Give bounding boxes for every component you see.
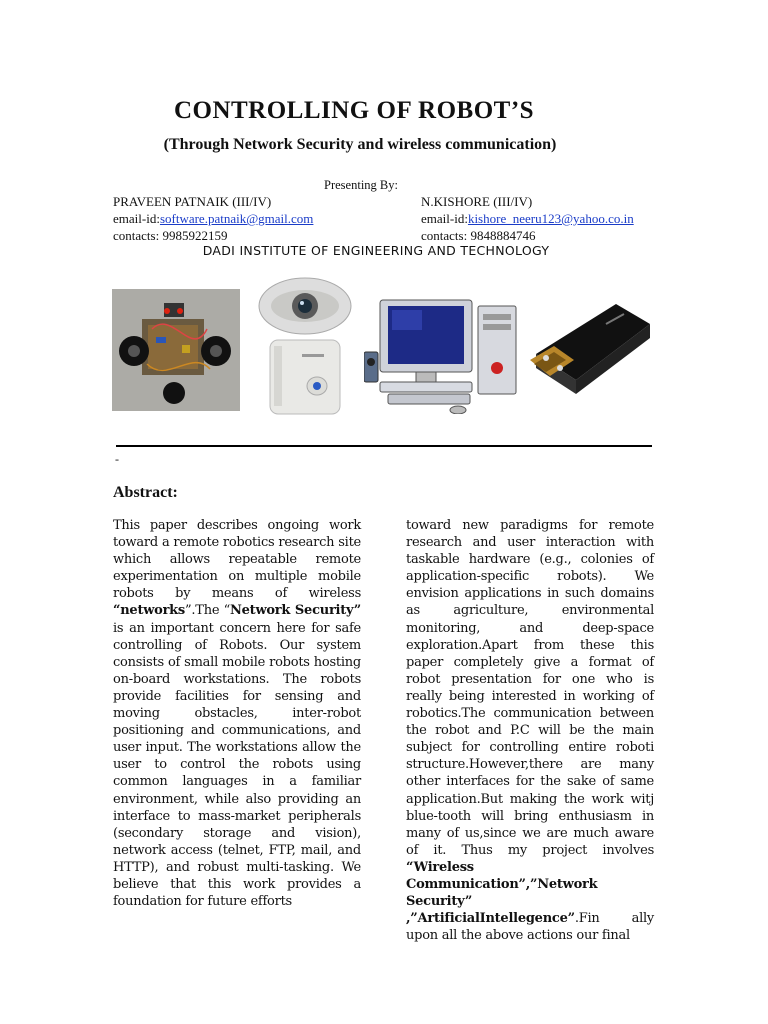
paper-title: CONTROLLING OF ROBOT’S bbox=[173, 97, 535, 124]
paper-subtitle: (Through Network Security and wireless communication) bbox=[163, 136, 557, 153]
author-name: N.KISHORE (III/IV) bbox=[421, 194, 533, 209]
abstract-text: ”.The “ bbox=[185, 603, 231, 619]
abstract-bold-text: networks bbox=[120, 603, 185, 619]
author-email-line bbox=[113, 210, 313, 227]
author-email-link[interactable]: software.patnaik@gmail.com bbox=[159, 211, 314, 226]
figure-strip bbox=[112, 276, 660, 416]
abstract-text: This paper describes ongoing work toward a remote robotics research site which allows repeatable remote experimentation on multiple mobile robots by means of wireless bbox=[113, 518, 361, 602]
abstract-bold-text: “Wireless Communication”,”Network Security” ,”ArtificialIntellegence” bbox=[406, 859, 598, 927]
email-label: email-id: bbox=[113, 211, 160, 226]
abstract-text: .Fin ally upon all the above actions our final bbox=[406, 911, 654, 944]
desktop-computer-clipart bbox=[364, 294, 524, 414]
institute-name: DADI INSTITUTE OF ENGINEERING AND TECHNOLOGY bbox=[202, 243, 550, 258]
author-block-2 bbox=[421, 193, 634, 244]
abstract-bold-text: “ bbox=[113, 603, 121, 619]
author-contact: contacts: 9848884746 bbox=[421, 228, 536, 243]
abstract-column-2 bbox=[406, 517, 654, 944]
abstract-heading bbox=[113, 484, 178, 502]
abstract-text: is an important concern here for safe controlling of Robots. Our system consists of small mobile robots hosting on-board workstations. The robots provide facilities for sensing and moving obstacles, inter-robot positioning and communications, and user input. The workstations allow the user to control the robots using common languages in a familiar environment, while also providing an interface to mass-market peripherals (secondary storage and vision), network access (telnet, FTP, mail, and HTTP), and robust multi-tasking. We believe that this work provides a foundation for future efforts bbox=[113, 620, 361, 910]
email-label: email-id: bbox=[421, 211, 468, 226]
abstract-heading-text: Abstract bbox=[113, 484, 173, 501]
webcam-robot-photo bbox=[252, 276, 358, 416]
bluetooth-serial-adapter-photo bbox=[526, 284, 656, 410]
abstract-heading-colon: : bbox=[172, 484, 178, 501]
author-name: PRAVEEN PATNAIK (III/IV) bbox=[113, 194, 272, 209]
abstract-column-1 bbox=[113, 517, 361, 910]
abstract-text: toward new paradigms for remote research and user interaction with taskable hardware (e.g., colonies of application-specific robots). We envision applications in such domains as agriculture, environmental monitoring, and deep-space exploration.Apart from these this paper completely give a format of robot presentation for one who is really being interested in working of robotics.The communication between the robot and P.C will be the main subject for controlling entire roboti structure.However,there are many other interfaces for the sake of same application.But making the work witj blue-tooth will bring enthusiasm in many of us,since we are much aware of it. Thus my project involves bbox=[406, 518, 654, 858]
author-block-1 bbox=[113, 193, 313, 244]
author-email-link[interactable]: kishore_neeru123@yahoo.co.in bbox=[467, 211, 634, 226]
presenting-label: Presenting By: bbox=[324, 178, 398, 192]
author-contact: contacts: 9985922159 bbox=[113, 228, 228, 243]
abstract-bold-text: Network Security” bbox=[230, 603, 361, 619]
robot-chassis-photo bbox=[112, 289, 240, 411]
separator-dot: - bbox=[115, 452, 119, 466]
section-divider bbox=[116, 445, 652, 447]
author-email-line bbox=[421, 210, 634, 227]
